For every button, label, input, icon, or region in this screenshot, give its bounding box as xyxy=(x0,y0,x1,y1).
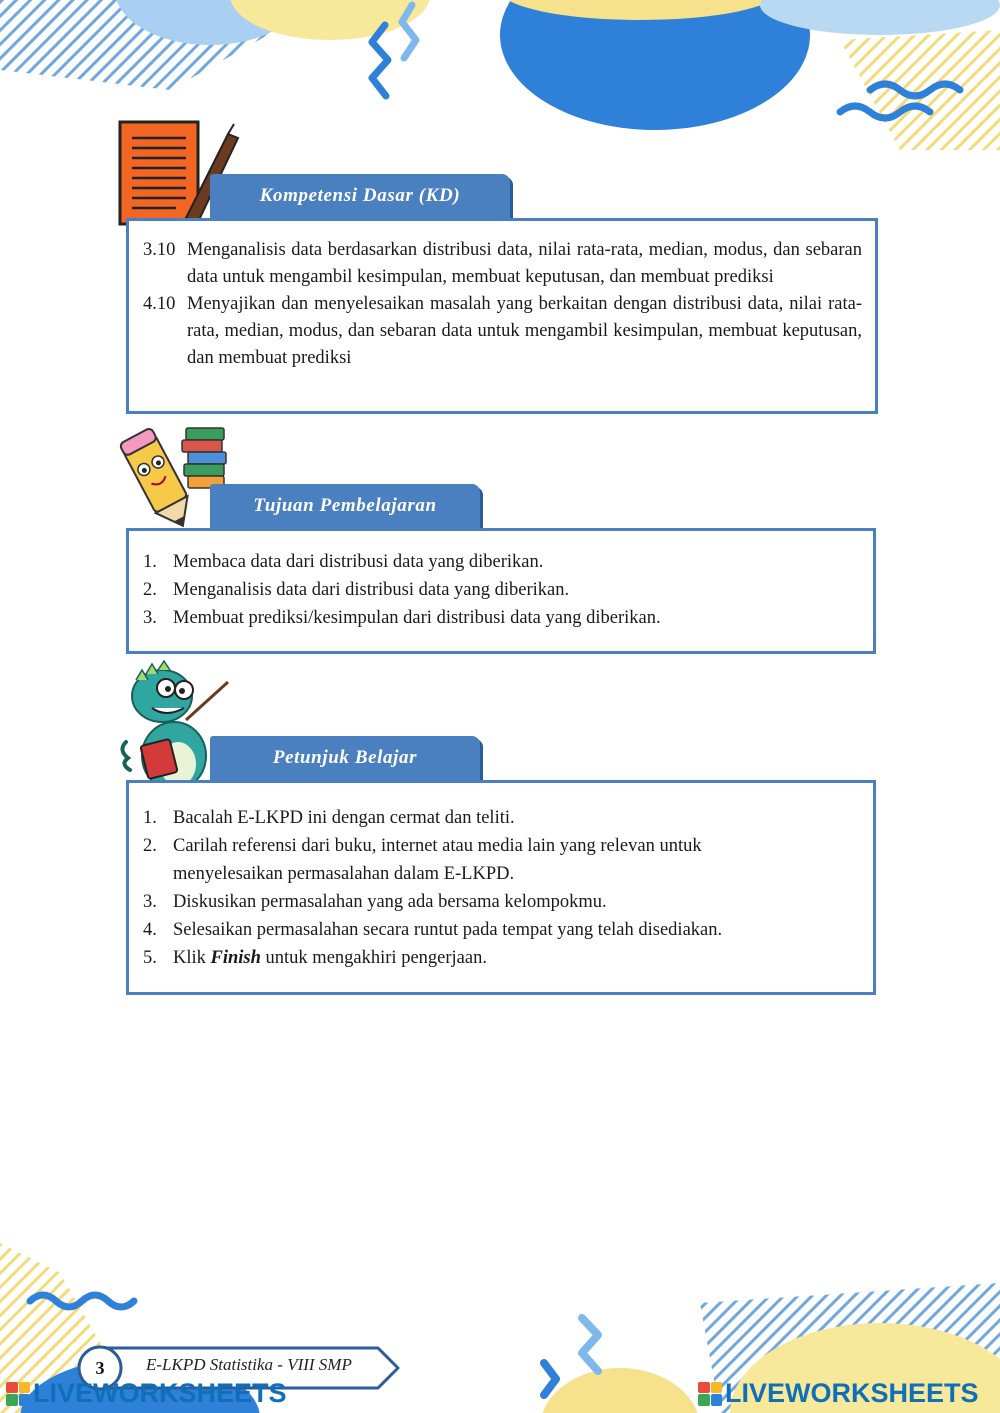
kd-item-number: 3.10 xyxy=(143,240,176,260)
list-item-text: Membuat prediksi/kesimpulan dari distribusi data yang diberikan. xyxy=(173,608,661,628)
list-item-text: Selesaikan permasalahan secara runtut pada tempat yang telah disediakan. xyxy=(173,920,723,940)
list-item-number: 4. xyxy=(143,920,157,940)
kd-item xyxy=(143,291,862,372)
kd-box xyxy=(126,218,878,414)
list-item-text: Membaca data dari distribusi data yang diberikan. xyxy=(173,552,544,572)
list-item xyxy=(143,804,753,832)
kd-item xyxy=(143,237,862,291)
kd-item-text: Menyajikan dan menyelesaikan masalah yang berkaitan dengan distribusi data, nilai rata-rata, median, modus, dan sebaran data untuk mengambil kesimpulan, membuat keputusan, dan membuat prediksi xyxy=(187,294,862,368)
list-item xyxy=(143,576,859,604)
list-item-number: 1. xyxy=(143,808,157,828)
page-number: 3 xyxy=(95,1357,105,1378)
kd-item-text: Menganalisis data berdasarkan distribusi data, nilai rata-rata, median, modus, dan sebaran data untuk mengambil kesimpulan, membuat keputusan, dan membuat prediksi xyxy=(187,240,862,287)
petunjuk-box xyxy=(126,780,876,995)
footer-title: E-LKPD Statistika - VIII SMP xyxy=(146,1355,352,1374)
list-item-text: Menganalisis data dari distribusi data yang diberikan. xyxy=(173,580,570,600)
tujuan-list xyxy=(143,548,859,632)
brand-logo-left xyxy=(6,1378,287,1409)
brand-text-right: LIVEWORKSHEETS xyxy=(725,1378,979,1408)
list-item-number: 5. xyxy=(143,948,157,968)
list-item-number: 2. xyxy=(143,836,157,856)
list-item xyxy=(143,832,753,888)
kd-item-number: 4.10 xyxy=(143,294,176,314)
list-item-text: Bacalah E-LKPD ini dengan cermat dan teliti. xyxy=(173,808,515,828)
list-item xyxy=(143,548,859,576)
petunjuk-heading: Petunjuk Belajar xyxy=(210,736,480,780)
list-item-number: 3. xyxy=(143,608,157,628)
list-item xyxy=(143,604,859,632)
list-item-text-after: untuk mengakhiri pengerjaan. xyxy=(260,948,487,968)
finish-emphasis: Finish xyxy=(210,948,261,968)
list-item-text: Diskusikan permasalahan yang ada bersama kelompokmu. xyxy=(173,892,607,912)
list-item-text: Carilah referensi dari buku, internet atau media lain yang relevan untuk menyelesaikan permasalahan dalam E-LKPD. xyxy=(173,836,702,884)
list-item-number: 3. xyxy=(143,892,157,912)
liveworksheets-logo-icon xyxy=(6,1382,30,1406)
list-item-number: 1. xyxy=(143,552,157,572)
tujuan-heading: Tujuan Pembelajaran xyxy=(210,484,480,528)
liveworksheets-logo-icon xyxy=(698,1382,722,1406)
petunjuk-list xyxy=(143,804,753,972)
list-item xyxy=(143,888,753,916)
list-item-text-before: Klik xyxy=(173,948,211,968)
brand-text-left: LIVEWORKSHEETS xyxy=(33,1378,287,1408)
kd-heading: Kompetensi Dasar (KD) xyxy=(210,174,510,218)
list-item-number: 2. xyxy=(143,580,157,600)
list-item xyxy=(143,916,753,944)
list-item xyxy=(143,944,753,972)
tujuan-box xyxy=(126,528,876,654)
brand-logo-right xyxy=(698,1378,979,1409)
